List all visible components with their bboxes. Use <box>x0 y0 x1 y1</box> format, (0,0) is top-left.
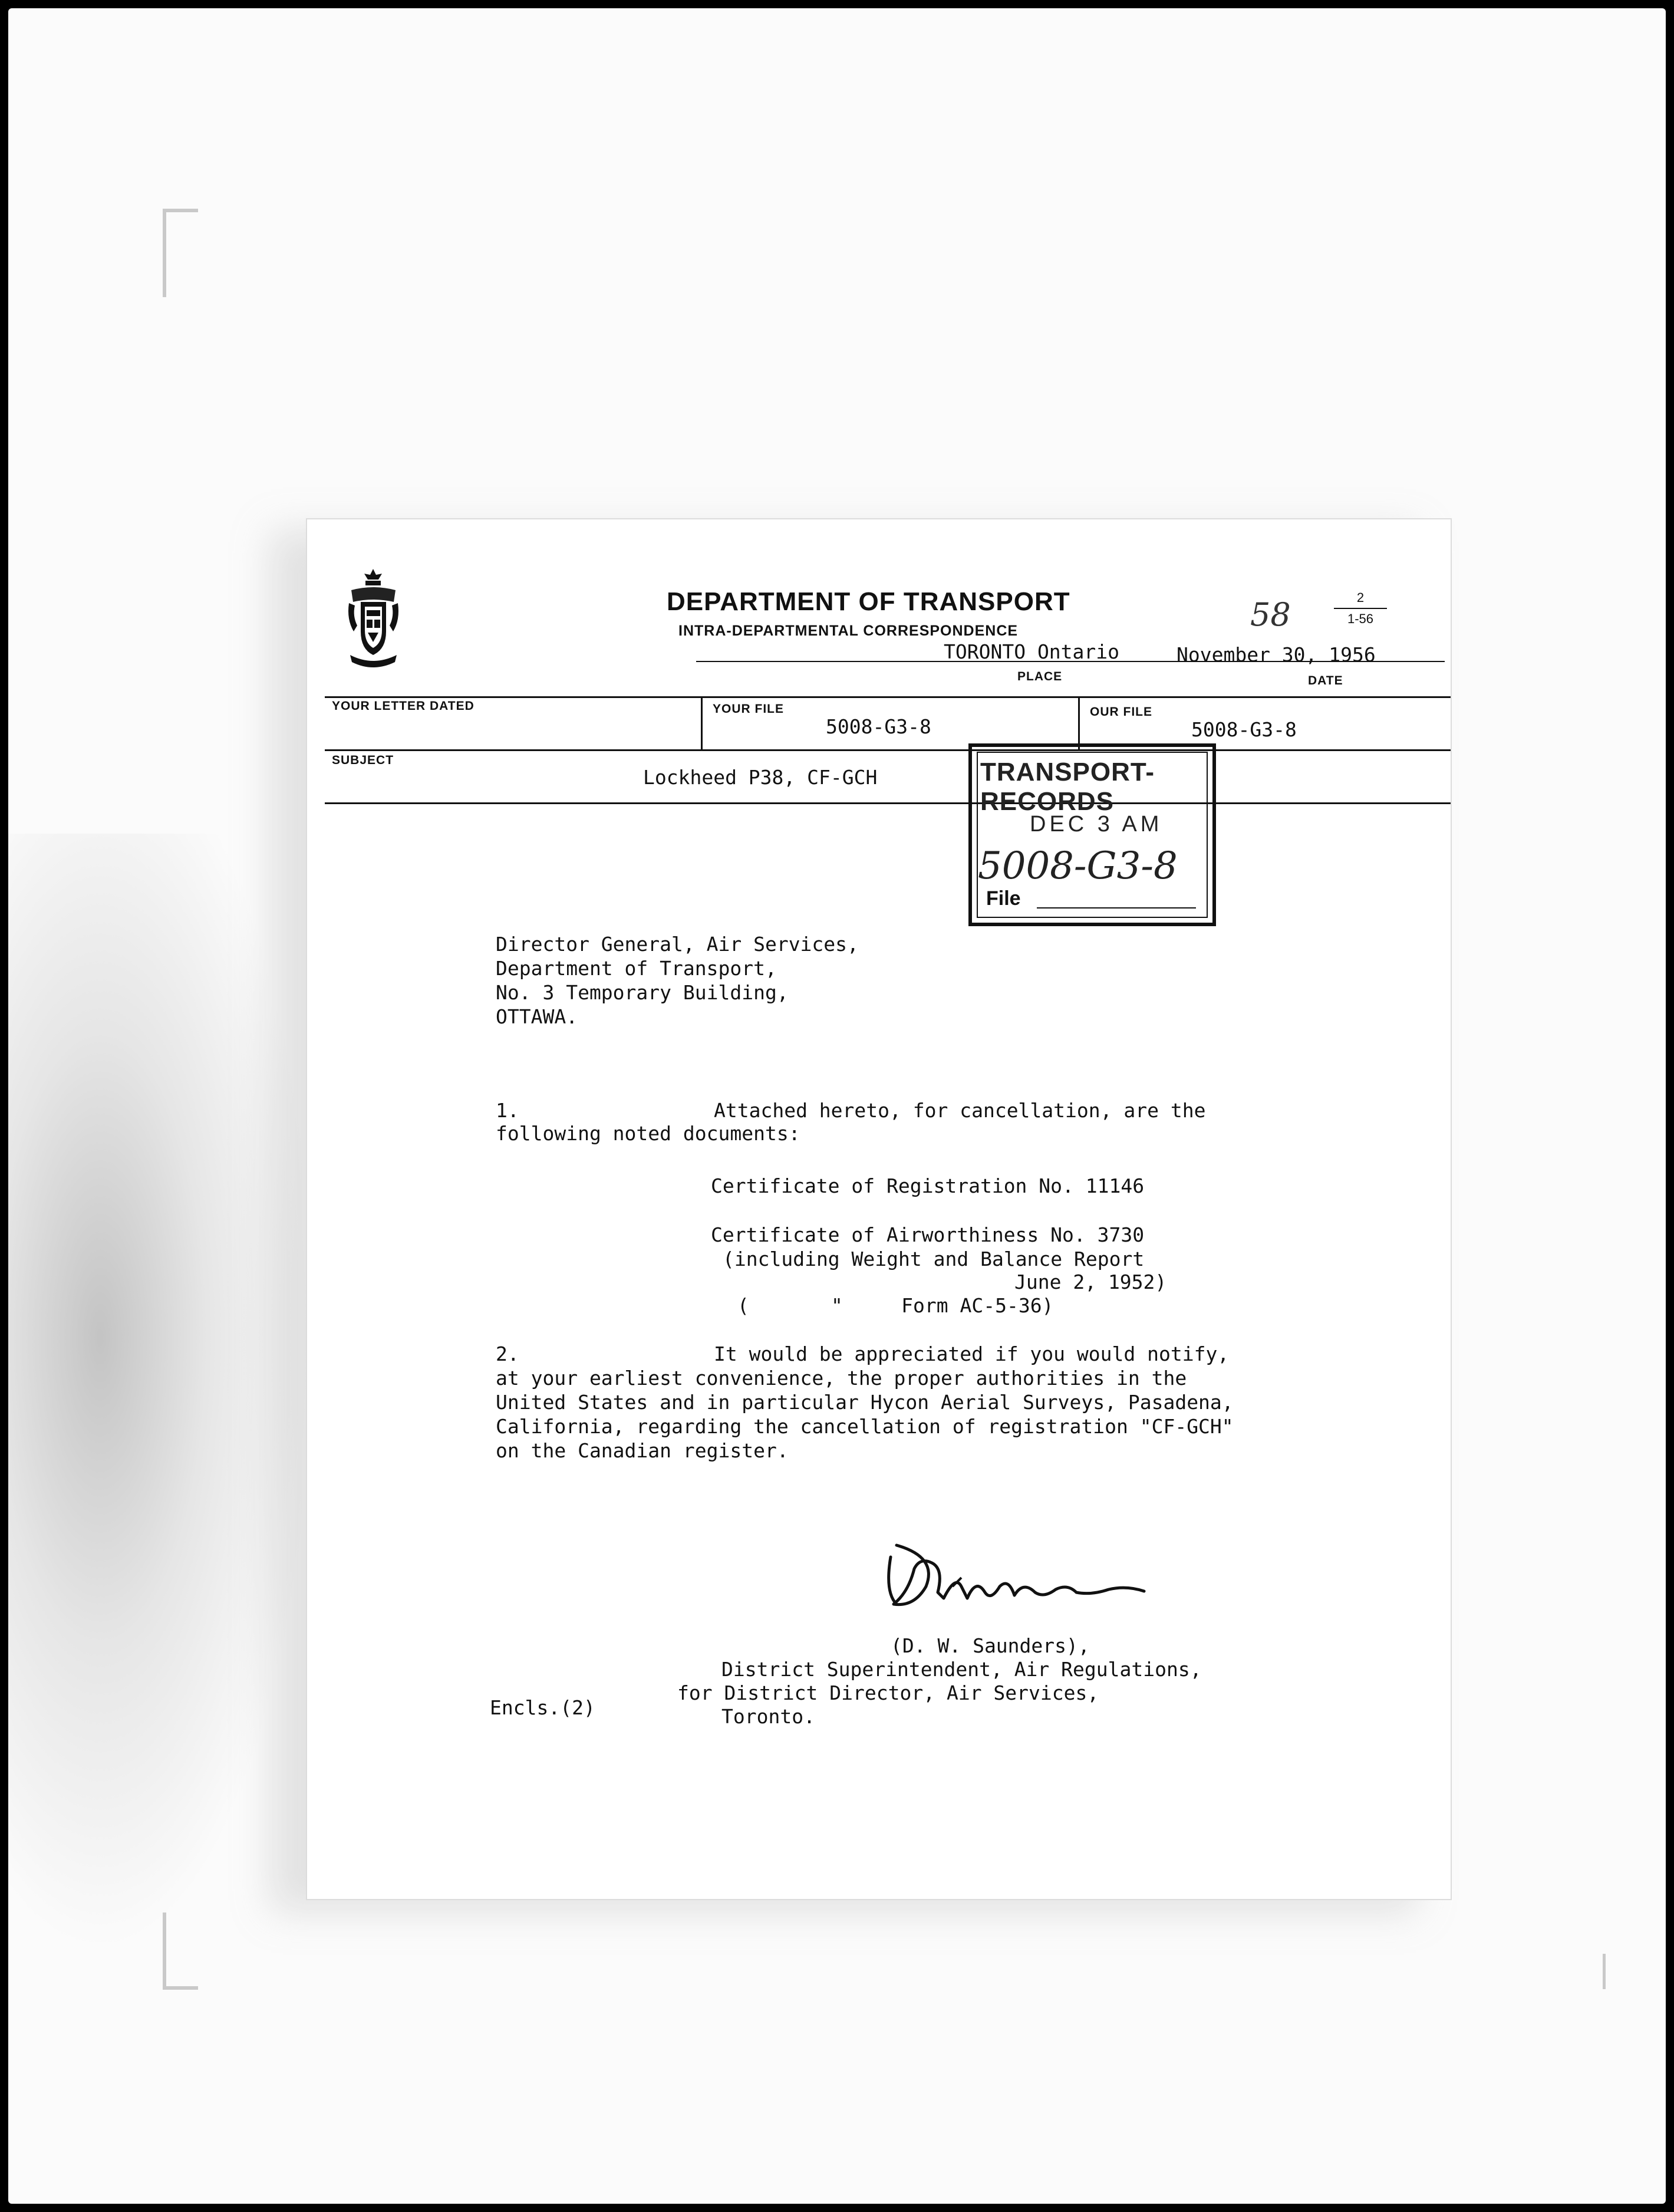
our-file-value: 5008-G3-8 <box>1191 718 1297 741</box>
subject-value: Lockheed P38, CF-GCH <box>643 766 878 789</box>
para1-number: 1. <box>496 1099 519 1122</box>
form-number-top: 2 <box>1356 590 1365 605</box>
para2-line: It would be appreciated if you would notify, <box>714 1342 1230 1365</box>
handwritten-signature <box>873 1522 1156 1616</box>
stamp-file-handwritten: 5008-G3-8 <box>978 844 1178 888</box>
crop-mark <box>163 209 198 212</box>
scan-smudge <box>8 834 315 1954</box>
para1-line: Attached hereto, for cancellation, are the <box>714 1099 1206 1122</box>
place-value: TORONTO Ontario <box>944 640 1120 663</box>
addressee-line: OTTAWA. <box>496 1005 578 1028</box>
table-mid-rule <box>325 749 1451 751</box>
enclosures-note: Encls.(2) <box>490 1696 595 1719</box>
document-item: June 2, 1952) <box>1014 1270 1167 1293</box>
records-stamp <box>968 743 1216 926</box>
addressee-line: No. 3 Temporary Building, <box>496 981 789 1004</box>
signatory-title: Toronto. <box>721 1705 815 1728</box>
place-label: PLACE <box>1017 670 1063 683</box>
para2-line: California, regarding the cancellation of registration "CF-GCH" <box>496 1415 1234 1438</box>
department-title: DEPARTMENT OF TRANSPORT <box>667 587 1070 616</box>
crop-mark <box>163 1913 166 1989</box>
table-top-rule <box>325 696 1451 698</box>
your-file-value: 5008-G3-8 <box>826 715 931 738</box>
place-date-rule <box>696 661 1445 662</box>
para1-line: following noted documents: <box>496 1122 800 1145</box>
para2-line: on the Canadian register. <box>496 1439 789 1462</box>
handwritten-note: 58 <box>1250 596 1291 633</box>
crop-mark <box>163 209 166 297</box>
subject-label: SUBJECT <box>332 753 394 767</box>
form-number-rule <box>1334 608 1387 609</box>
signatory-name: (D. W. Saunders), <box>891 1634 1090 1657</box>
correspondence-type: INTRA-DEPARTMENTAL CORRESPONDENCE <box>678 623 1019 639</box>
date-value: November 30, 1956 <box>1177 643 1376 666</box>
addressee-block <box>496 932 859 1029</box>
form-number-bottom: 1-56 <box>1347 611 1374 626</box>
crop-mark <box>163 1986 198 1990</box>
document-item: Certificate of Registration No. 11146 <box>711 1174 1145 1197</box>
coat-of-arms-icon <box>345 567 401 676</box>
signatory-title: District Superintendent, Air Regulations, <box>721 1658 1202 1681</box>
crop-mark <box>1603 1954 1606 1989</box>
para2-number: 2. <box>496 1342 519 1365</box>
document-item: (including Weight and Balance Report <box>723 1247 1145 1270</box>
signatory-title: for District Director, Air Services, <box>677 1681 1099 1704</box>
document-item: ( " Form AC-5-36) <box>737 1294 1054 1317</box>
our-file-label: OUR FILE <box>1090 705 1152 719</box>
stamp-file-label: File <box>986 887 1021 910</box>
para2-line: United States and in particular Hycon Aerial Surveys, Pasadena, <box>496 1391 1234 1414</box>
table-divider <box>701 696 703 749</box>
document-item: Certificate of Airworthiness No. 3730 <box>711 1223 1145 1246</box>
stamp-heading: TRANSPORT-RECORDS <box>980 758 1155 816</box>
letter-page <box>306 518 1452 1900</box>
your-letter-dated-label: YOUR LETTER DATED <box>332 699 474 713</box>
table-bottom-rule <box>325 802 1451 804</box>
date-label: DATE <box>1308 674 1343 687</box>
table-divider <box>1078 696 1080 749</box>
addressee-line: Department of Transport, <box>496 957 777 980</box>
your-file-label: YOUR FILE <box>713 702 785 716</box>
para2-line: at your earliest convenience, the proper authorities in the <box>496 1367 1187 1390</box>
stamp-date: DEC 3 AM <box>1030 812 1163 837</box>
form-number <box>1334 590 1387 627</box>
scan-mount <box>8 8 1666 2204</box>
stamp-file-line <box>1037 907 1196 908</box>
addressee-line: Director General, Air Services, <box>496 933 859 956</box>
